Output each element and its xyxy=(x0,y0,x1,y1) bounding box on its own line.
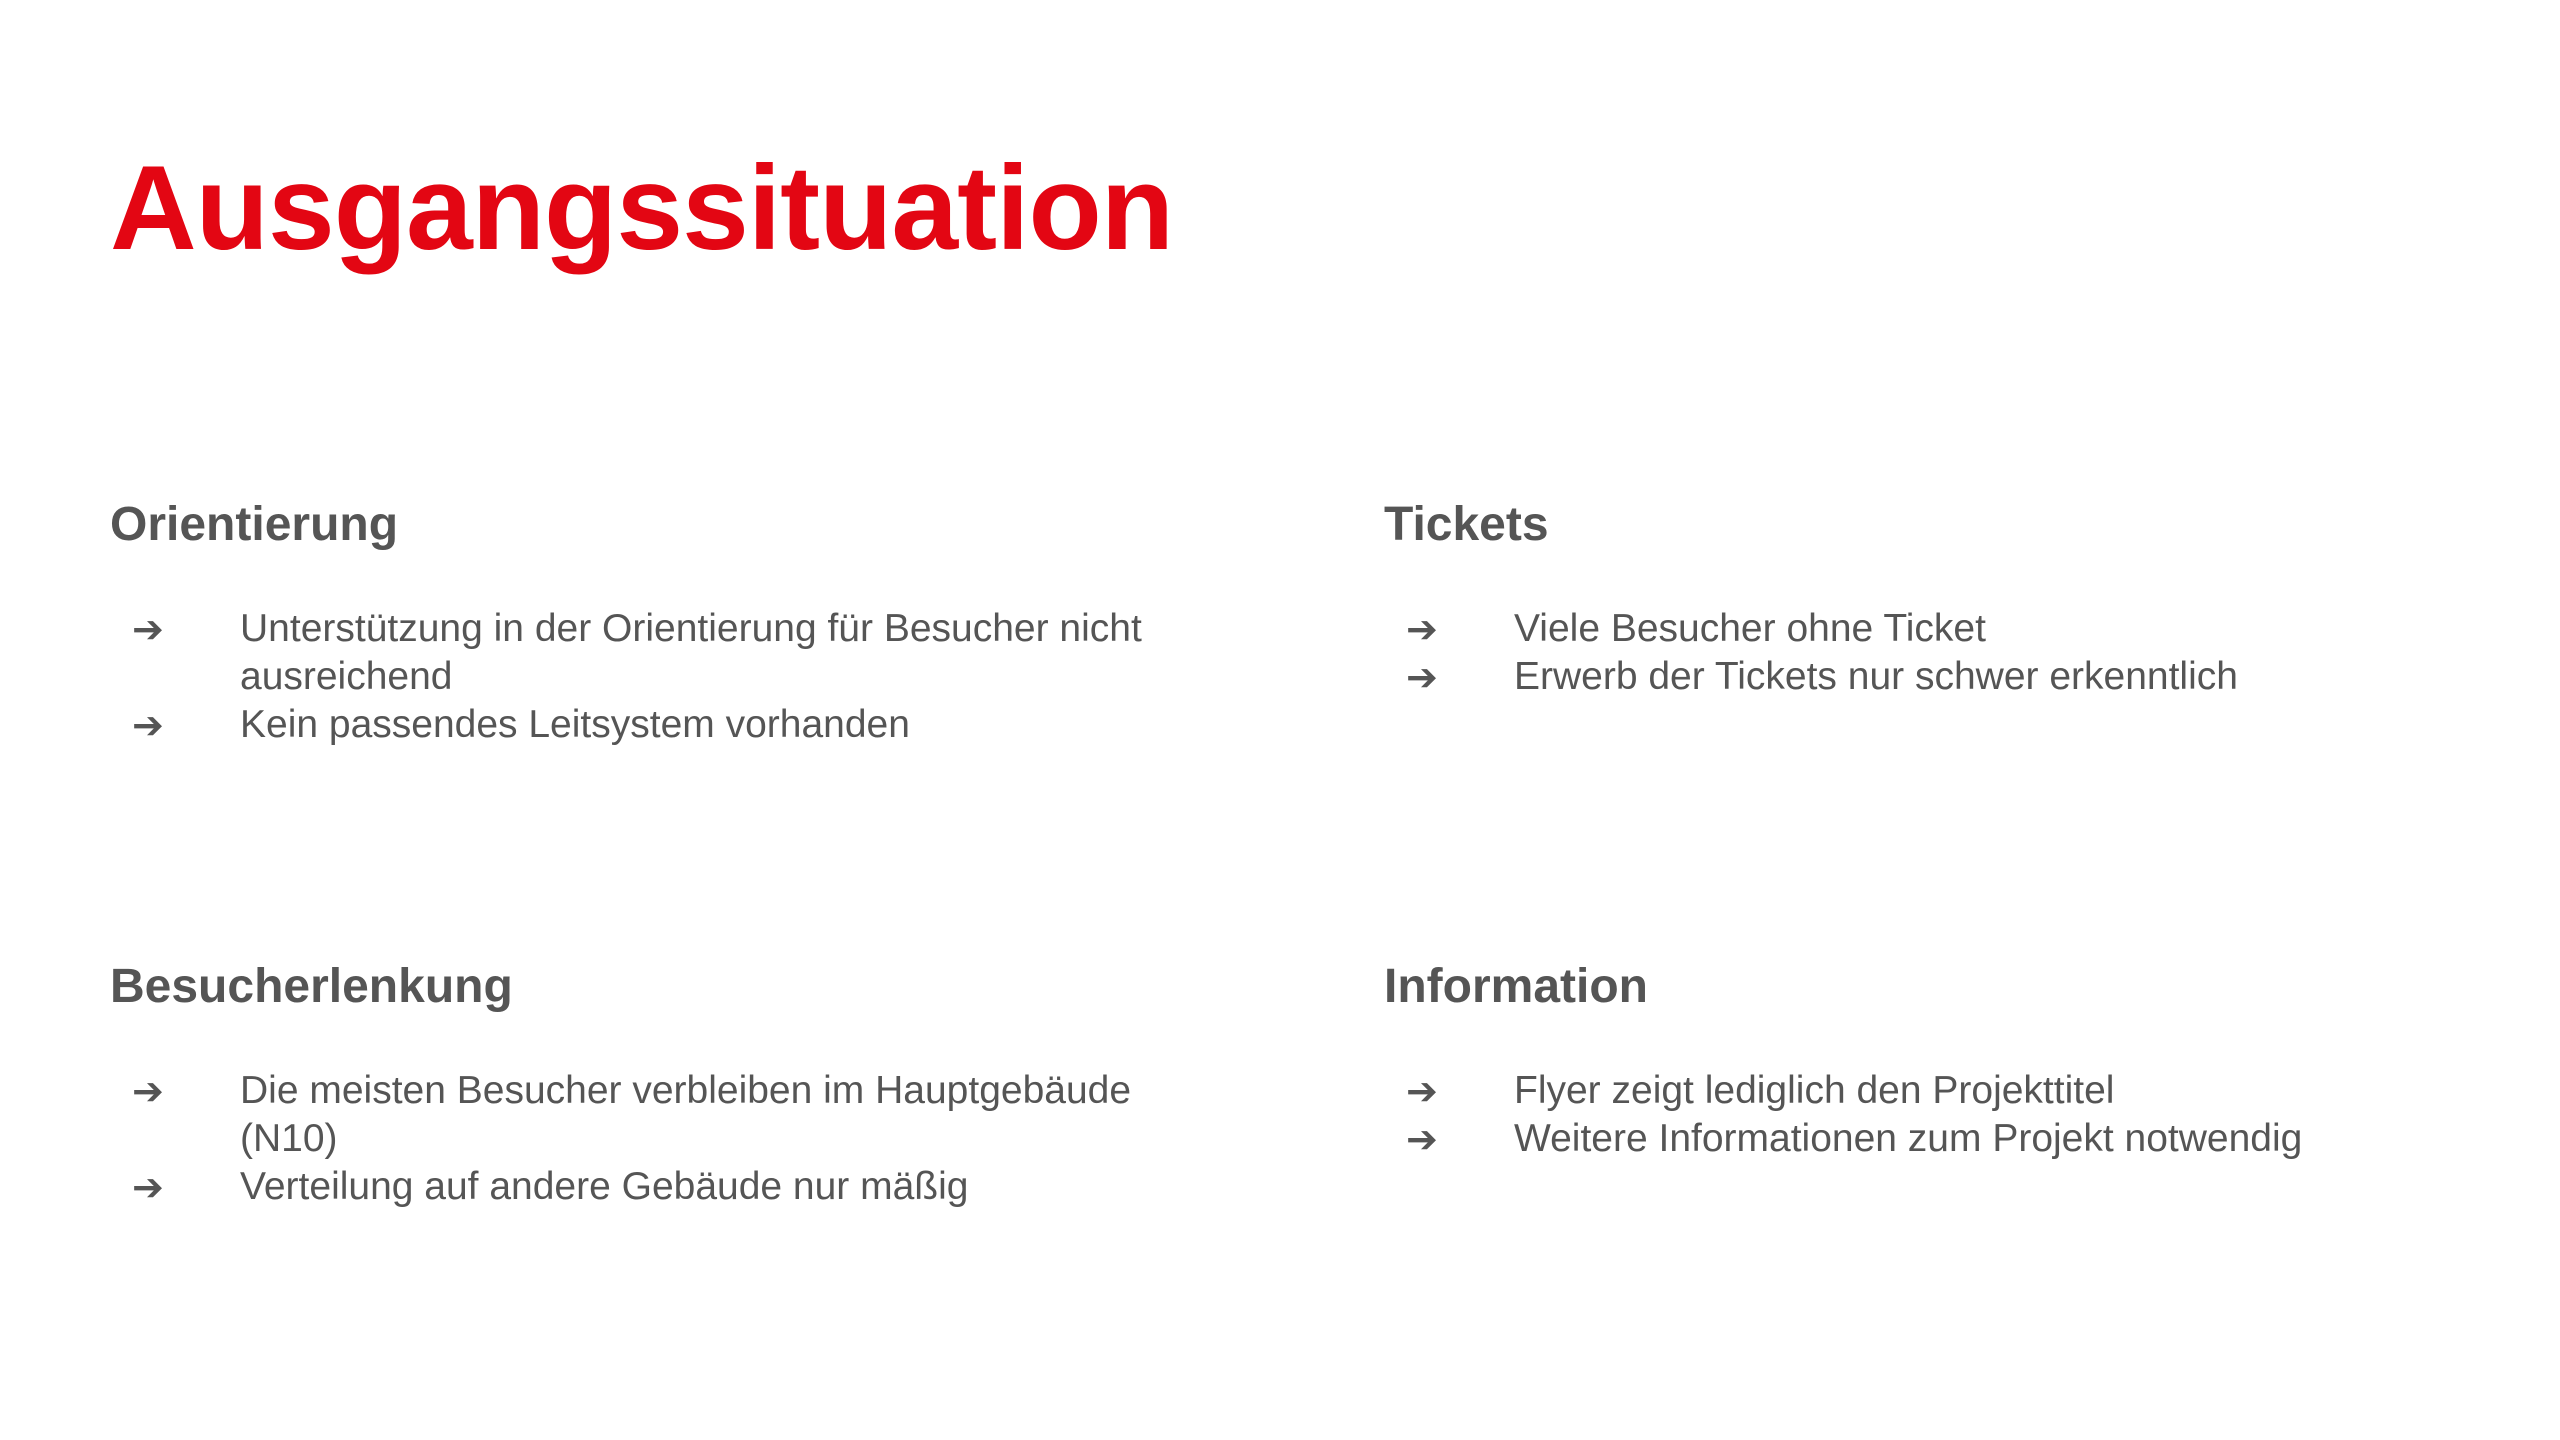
bullet-item xyxy=(110,1067,1230,1163)
section-heading: Information xyxy=(1384,960,1648,1013)
bullet-item xyxy=(1384,1067,2504,1115)
bullet-text: Weitere Informationen zum Projekt notwendig xyxy=(1514,1117,2303,1160)
bullet-list xyxy=(1384,605,2504,701)
section-heading: Orientierung xyxy=(110,498,399,551)
right-arrow-icon: ➔ xyxy=(1406,655,1438,699)
section-heading: Tickets xyxy=(1384,498,1549,551)
bullet-item xyxy=(110,701,1230,749)
bullet-text: Unterstützung in der Orientierung für Besucher nicht ausreichend xyxy=(240,607,1142,698)
right-arrow-icon: ➔ xyxy=(1406,1117,1438,1161)
right-arrow-icon: ➔ xyxy=(132,703,164,747)
bullet-text: Kein passendes Leitsystem vorhanden xyxy=(240,703,910,746)
bullet-list xyxy=(110,1067,1230,1211)
section-heading: Besucherlenkung xyxy=(110,960,513,1013)
bullet-item xyxy=(1384,653,2504,701)
bullet-text: Verteilung auf andere Gebäude nur mäßig xyxy=(240,1165,969,1208)
section-information xyxy=(1384,957,2504,1163)
right-arrow-icon: ➔ xyxy=(1406,1069,1438,1113)
bullet-item xyxy=(1384,605,2504,653)
bullet-text: Flyer zeigt lediglich den Projekttitel xyxy=(1514,1069,2115,1112)
right-arrow-icon: ➔ xyxy=(132,607,164,651)
section-tickets xyxy=(1384,495,2504,701)
bullet-item xyxy=(110,605,1230,701)
bullet-text: Viele Besucher ohne Ticket xyxy=(1514,607,1986,650)
bullet-text: Die meisten Besucher verbleiben im Hauptgebäude (N10) xyxy=(240,1069,1132,1160)
bullet-item xyxy=(110,1163,1230,1211)
right-arrow-icon: ➔ xyxy=(132,1165,164,1209)
bullet-text: Erwerb der Tickets nur schwer erkenntlich xyxy=(1514,655,2238,698)
right-arrow-icon: ➔ xyxy=(132,1069,164,1113)
page-title: Ausgangssituation xyxy=(110,141,1174,275)
bullet-list xyxy=(1384,1067,2504,1163)
right-arrow-icon: ➔ xyxy=(1406,607,1438,651)
section-orientierung xyxy=(110,495,1230,749)
bullet-list xyxy=(110,605,1230,749)
bullet-item xyxy=(1384,1115,2504,1163)
section-besucherlenkung xyxy=(110,957,1230,1211)
